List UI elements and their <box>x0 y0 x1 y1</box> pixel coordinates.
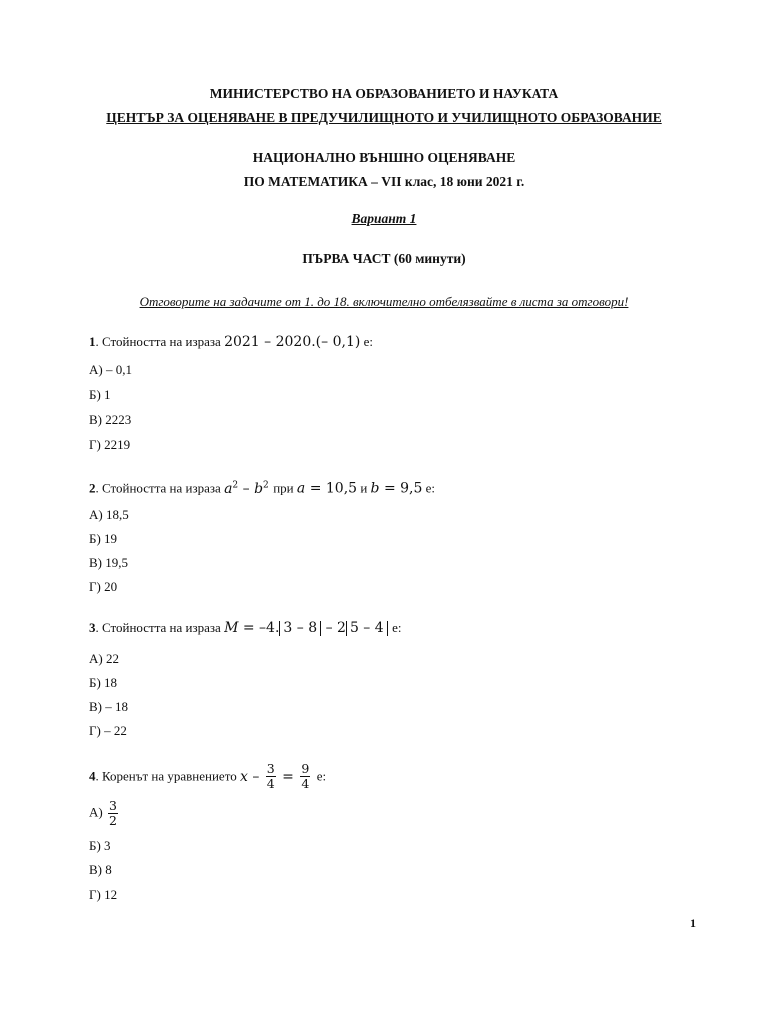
instruction-text: Отговорите на задачите от 1. до 18. включително отбелязвайте в листа за отговори! <box>139 294 629 309</box>
question-4-option-c: В) 8 <box>89 862 112 877</box>
ministry-title: МИНИСТЕРСТВО НА ОБРАЗОВАНИЕТО И НАУКАТА <box>209 86 559 101</box>
question-2: 2. Стойността на израза $a^2 - b^2$ при a = 10,5 и b = 9,5 е: <box>89 480 436 497</box>
part-title: ПЪРВА ЧАСТ (60 минути) <box>302 251 466 266</box>
question-1-option-c: В) 2223 <box>89 412 132 427</box>
question-1-option-d: Г) 2219 <box>89 437 131 452</box>
question-1-option-b: Б) 1 <box>89 387 111 402</box>
question-3-option-c: В) – 18 <box>89 699 128 714</box>
question-2-option-d: Г) 20 <box>89 579 118 594</box>
page-number: 1 <box>690 916 696 930</box>
question-2-option-c: В) 19,5 <box>89 555 128 570</box>
center-title: ЦЕНТЪР ЗА ОЦЕНЯВАНЕ В ПРЕДУЧИЛИЩНОТО И УЧИЛИЩНОТО ОБРАЗОВАНИЕ <box>106 110 662 125</box>
question-2-expression: $a^2 - b^2$ <box>224 480 269 497</box>
question-4-option-d: Г) 12 <box>89 887 118 902</box>
question-4: 4. Коренът на уравнението x – $\frac{3}{4}$ = $\frac{9}{4}$ е: <box>89 761 327 791</box>
question-3-option-a: А) 22 <box>89 651 119 666</box>
question-3-option-d: Г) – 22 <box>89 723 127 738</box>
question-3-option-b: Б) 18 <box>89 675 118 690</box>
question-2-option-a: А) 18,5 <box>89 507 129 522</box>
question-1-option-a: А) – 0,1 <box>89 362 132 377</box>
variant-label: Вариант 1 <box>351 211 417 226</box>
question-1: 1. Стойността на израза 2021 – 2020.(– 0,1) е: <box>89 334 373 350</box>
question-4-option-b: Б) 3 <box>89 838 111 853</box>
question-3: 3. Стойността на израза M = –4. 3 – 8 – 2 5 – 4 е: <box>89 620 402 636</box>
exam-subtitle: ПО МАТЕМАТИКА – VII клас, 18 юни 2021 г. <box>243 174 525 189</box>
question-4-option-a: А) $\frac{3}{2}$ <box>89 798 117 828</box>
exam-title: НАЦИОНАЛНО ВЪНШНО ОЦЕНЯВАНЕ <box>252 150 516 165</box>
question-3-expression: M = –4. 3 – 8 – 2 5 – 4 <box>224 620 392 636</box>
question-2-option-b: Б) 19 <box>89 531 118 546</box>
question-1-expression: 2021 – 2020.(– 0,1) <box>224 334 361 350</box>
question-4-equation: x – $\frac{3}{4}$ = $\frac{9}{4}$ <box>239 761 310 791</box>
